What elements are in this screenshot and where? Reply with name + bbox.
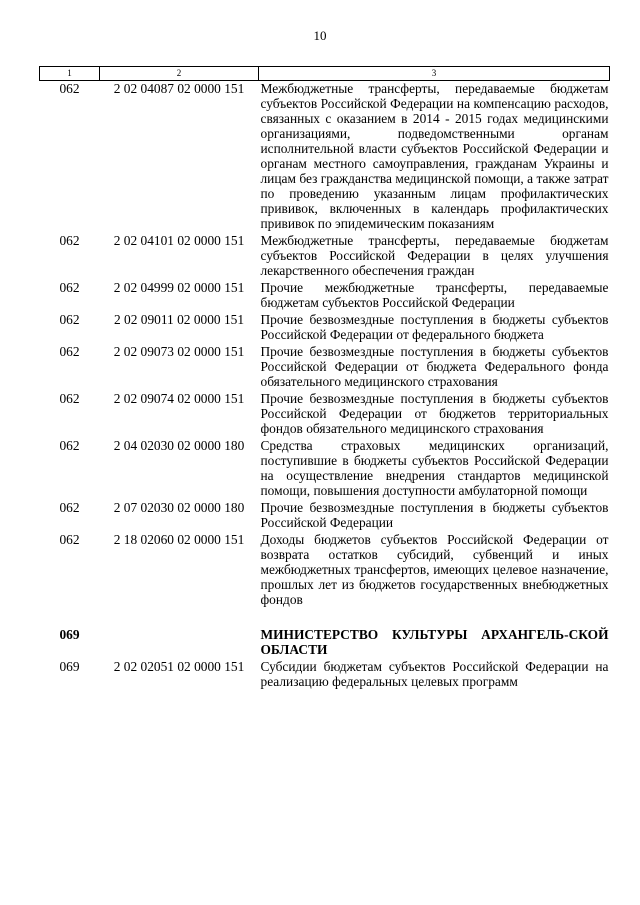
column-header-3: 3 — [259, 67, 610, 81]
column-header-2: 2 — [100, 67, 259, 81]
income-description: Прочие межбюджетные трансферты, передаваемые бюджетам субъектов Российской Федерации — [260, 280, 609, 310]
budget-code: 2 18 02060 02 0000 151 — [113, 532, 245, 547]
budget-code: 2 02 09074 02 0000 151 — [113, 391, 245, 406]
table-row — [40, 280, 610, 312]
budget-code: 2 02 04087 02 0000 151 — [113, 81, 245, 96]
table-row — [40, 81, 610, 234]
table-row — [40, 391, 610, 438]
budget-code: 2 02 02051 02 0000 151 — [113, 659, 245, 674]
table-row — [40, 659, 610, 691]
admin-code: 062 — [59, 344, 80, 359]
section-title: МИНИСТЕРСТВО КУЛЬТУРЫ АРХАНГЕЛЬ-СКОЙ ОБЛАСТИ — [260, 627, 609, 657]
income-description: Прочие безвозмездные поступления в бюджеты субъектов Российской Федерации от бюджета Федерального фонда обязательного медицинского страхования — [260, 344, 609, 389]
revenue-classification-table — [39, 66, 610, 691]
table-row — [40, 233, 610, 280]
table-row — [40, 344, 610, 391]
admin-code: 062 — [59, 391, 80, 406]
budget-code: 2 02 04101 02 0000 151 — [113, 233, 245, 248]
table-row — [40, 438, 610, 500]
budget-code: 2 02 04999 02 0000 151 — [113, 280, 245, 295]
budget-code: 2 02 09011 02 0000 151 — [113, 312, 245, 327]
income-description: Прочие безвозмездные поступления в бюджеты субъектов Российской Федерации от федерального бюджета — [260, 312, 609, 342]
table-row — [40, 532, 610, 609]
income-description: Субсидии бюджетам субъектов Российской Федерации на реализацию федеральных целевых программ — [260, 659, 609, 689]
page-number: 10 — [313, 28, 327, 43]
budget-code: 2 04 02030 02 0000 180 — [113, 438, 245, 453]
table-row — [40, 312, 610, 344]
table-row — [40, 500, 610, 532]
section-spacer — [40, 609, 610, 627]
income-description: Межбюджетные трансферты, передаваемые бюджетам субъектов Российской Федерации в целях улучшения лекарственного обеспечения граждан — [260, 233, 609, 278]
admin-code: 062 — [59, 280, 80, 295]
admin-code: 062 — [59, 532, 80, 547]
section-heading-row — [40, 627, 610, 659]
section-admin-code: 069 — [59, 627, 80, 642]
income-description: Межбюджетные трансферты, передаваемые бюджетам субъектов Российской Федерации на компенсацию расходов, связанных с оказанием в 2014 - 2015 годах медицинскими организациями, подведомственными органам исполнительной власти субъектов Российской Федерации и органам местного самоуправления, гражданам Украины и лицам без гражданства медицинской помощи, а также затрат по проведению указанным лицам профилактических прививок, включенных в календарь профилактических прививок по эпидемическим показаниям — [260, 81, 609, 231]
admin-code: 062 — [59, 81, 80, 96]
budget-code: 2 07 02030 02 0000 180 — [113, 500, 245, 515]
income-description: Прочие безвозмездные поступления в бюджеты субъектов Российской Федерации от бюджетов территориальных фондов обязательного медицинского страхования — [260, 391, 609, 436]
income-description: Средства страховых медицинских организаций, поступившие в бюджеты субъектов Российской Федерации на осуществление внедрения стандартов медицинской помощи, повышения доступности амбулаторной помощи — [260, 438, 609, 498]
income-description: Прочие безвозмездные поступления в бюджеты субъектов Российской Федерации — [260, 500, 609, 530]
income-description: Доходы бюджетов субъектов Российской Федерации от возврата остатков субсидий, субвенций и иных межбюджетных трансфертов, имеющих целевое назначение, прошлых лет из бюджетов государственных внебюджетных фондов — [260, 532, 609, 607]
admin-code: 062 — [59, 312, 80, 327]
budget-code: 2 02 09073 02 0000 151 — [113, 344, 245, 359]
column-header-1: 1 — [40, 67, 100, 81]
admin-code: 062 — [59, 233, 80, 248]
admin-code: 062 — [59, 438, 80, 453]
section-empty-cell — [100, 627, 259, 659]
admin-code: 062 — [59, 500, 80, 515]
table-header-row — [40, 67, 610, 81]
admin-code: 069 — [59, 659, 80, 674]
